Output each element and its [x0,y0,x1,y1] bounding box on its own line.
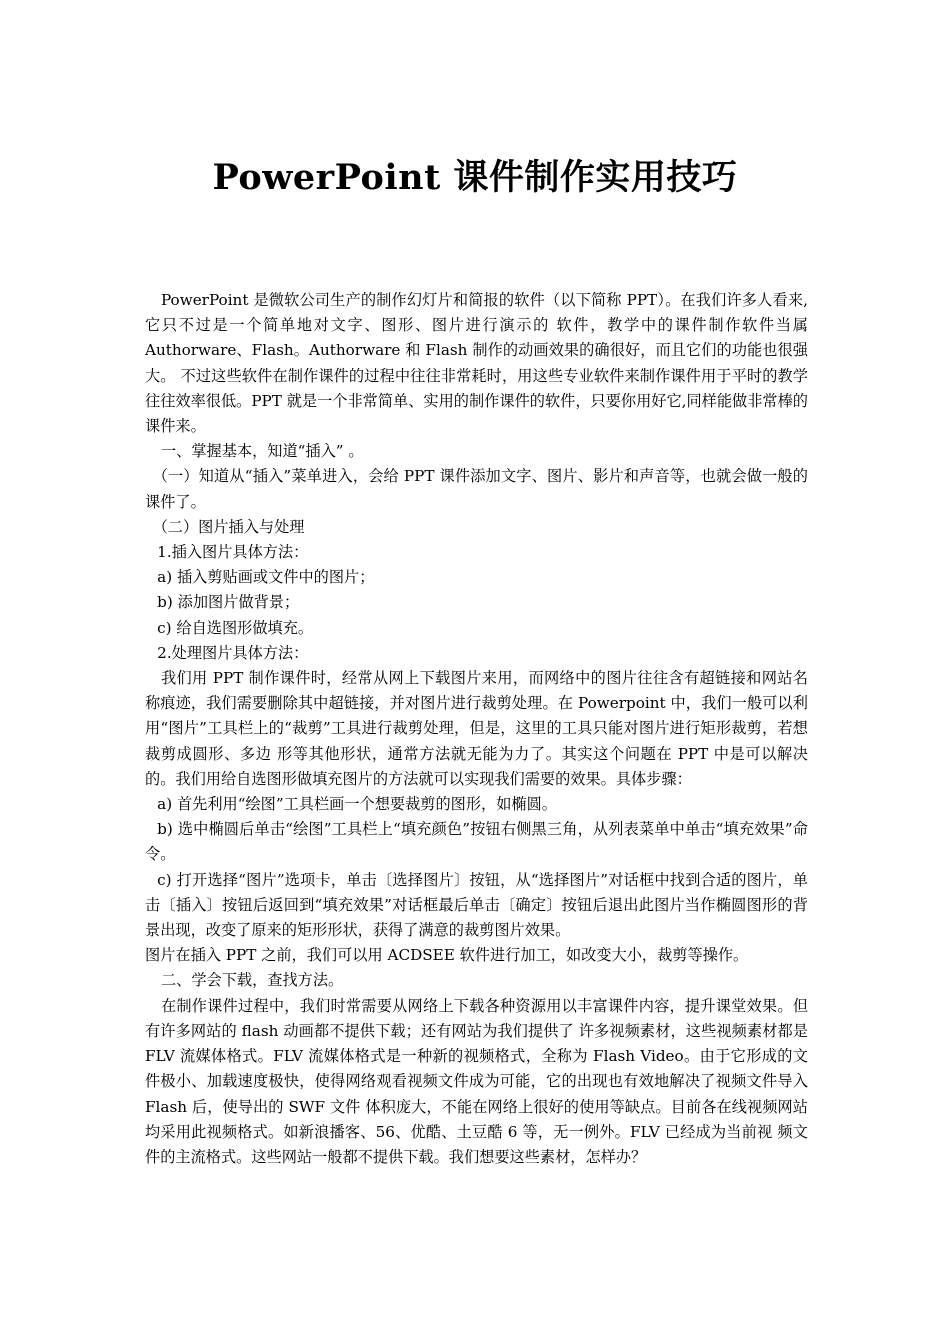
paragraph: 2.处理图片具体方法： [157,643,309,662]
paragraph: b) 选中椭圆后单击“绘图”工具栏上“填充颜色”按钮右侧黑三角，从列表菜单中单击“填充效果”命令。 [145,820,808,864]
paragraph: b) 添加图片做背景； [157,593,300,612]
paragraph: 在制作课件过程中，我们时常需要从网络上下载各种资源用以丰富课件内容，提升课堂效果。但有许多网站的 flash 动画都不提供下载；还有网站为我们提供了 许多视频素材，这些视频素材都是 FLV 流媒体格式。FLV 流媒体格式是一种新的视频格式，全称为 Flash Video。由于它形成的文件极小、加载速度极快，使得网络观看视频文件成为可能，它的出现也有效地解决了视频文件导入 Flash 后，使导出的 SWF 文件 体积庞大，不能在网络上很好的使用等缺点。目前各在线视频网站均采用此视频格式。如新浪播客、56、优酷、土豆酷 6 等，无一例外。FLV 已经成为当前视 频文件的主流格式。这些网站一般都不提供下载。我们想要这些素材，怎样办？ [145,996,808,1166]
document-body [145,288,808,1170]
paragraph: c) 打开选择“图片”选项卡，单击〔选择图片〕按钮，从“选择图片”对话框中找到合适的图片，单击〔插入〕按钮后返回到“填充效果”对话框最后单击〔确定〕按钮后退出此图片当作椭圆图形的背景出现，改变了原来的矩形形状，获得了满意的裁剪图片效果。 [145,870,808,940]
paragraph: 图片在插入 PPT 之前，我们可以用 ACDSEE 软件进行加工，如改变大小，裁剪等操作。 [145,946,749,965]
paragraph: 我们用 PPT 制作课件时，经常从网上下载图片来用，而网络中的图片往往含有超链接和网站名称痕迹，我们需要删除其中超链接，并对图片进行裁剪处理。在 Powerpoint 中，我们一般可以利用“图片”工具栏上的“裁剪”工具进行裁剪处理，但是，这里的工具只能对图片进行矩形裁剪，若想裁剪成圆形、多边 形等其他形状，通常方法就无能为力了。其实这个问题在 PPT 中是可以解决的。我们用给自选图形做填充图片的方法就可以实现我们需要的效果。具体步骤： [145,669,808,788]
paragraph: 二、学会下载，查找方法。 [160,971,344,990]
paragraph: （一）知道从“插入”菜单进入，会给 PPT 课件添加文字、图片、影片和声音等，也就会做一般的课件了。 [145,467,808,511]
paragraph: a) 首先利用“绘图”工具栏画一个想要裁剪的图形，如椭圆。 [157,795,557,814]
paragraph: c) 给自选图形做填充。 [157,618,314,637]
paragraph: 一、掌握基本，知道“插入” 。 [160,442,364,461]
paragraph: （二）图片插入与处理 [152,517,305,536]
paragraph: PowerPoint 是微软公司生产的制作幻灯片和简报的软件（以下简称 PPT）。在我们许多人看来,它只不过是一个简单地对文字、图形、图片进行演示的 软件，教学中的课件制作软件当属 Authorware、Flash。Authorware 和 Flash 制作的动画效果的确很好，而且它们的功能也很强大。 不过这些软件在制作课件的过程中往往非常耗时，用这些专业软件来制作课件用于平时的教学往往效率很低。PPT 就是一个非常简单、实用的制作课件的软件，只要你用好它,同样能做非常棒的课件来。 [145,291,808,436]
paragraph: a) 插入剪贴画或文件中的图片； [157,568,375,587]
paragraph: 1.插入图片具体方法： [157,543,309,562]
document-title: PowerPoint 课件制作实用技巧 [212,157,738,198]
